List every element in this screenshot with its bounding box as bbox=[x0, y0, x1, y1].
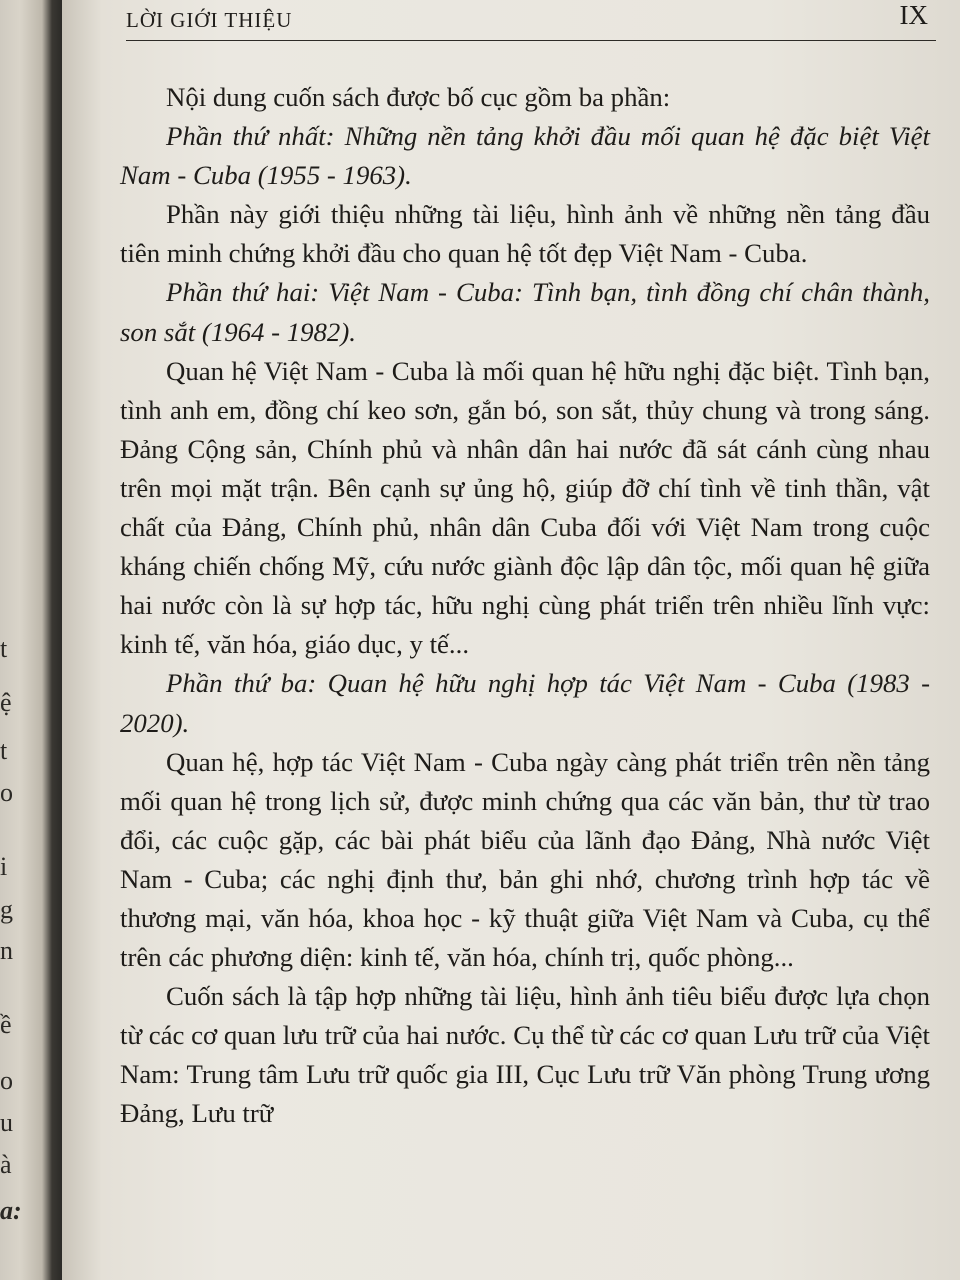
section-heading-part-2: Phần thứ hai: Việt Nam - Cuba: Tình bạn, tình đồng chí chân thành, son sắt (1964 - 1982). bbox=[120, 277, 930, 347]
facing-page-fragment: à bbox=[0, 1150, 12, 1179]
facing-page-fragment: u bbox=[0, 1108, 13, 1137]
facing-page-fragment: ệ bbox=[0, 688, 12, 717]
paragraph-part-1: Phần này giới thiệu những tài liệu, hình ảnh về những nền tảng đầu tiên minh chứng khởi đầu cho quan hệ tốt đẹp Việt Nam - Cuba. bbox=[120, 199, 930, 269]
paragraph-part-3: Quan hệ, hợp tác Việt Nam - Cuba ngày càng phát triển trên nền tảng mối quan hệ trong lịch sử, được minh chứng qua các văn bản, thư từ trao đổi, các cuộc gặp, các bài phát biểu của lãnh đạo Đảng, Nhà nước Việt Nam - Cuba; các nghị định thư, bản ghi nhớ, chương trình hợp tác về thương mại, văn hóa, khoa học - kỹ thuật giữa Việt Nam và Cuba, cụ thể trên các phương diện: kinh tế, văn hóa, chính trị, quốc phòng... bbox=[120, 746, 930, 973]
running-header-title: LỜI GIỚI THIỆU bbox=[126, 8, 293, 32]
section-heading-part-3: Phần thứ ba: Quan hệ hữu nghị hợp tác Việt Nam - Cuba (1983 - 2020). bbox=[120, 668, 930, 738]
facing-page-fragment: o bbox=[0, 778, 13, 807]
paragraph-part-2: Quan hệ Việt Nam - Cuba là mối quan hệ hữu nghị đặc biệt. Tình bạn, tình anh em, đồng chí keo sơn, gắn bó, son sắt, thủy chung và trong sáng. Đảng Cộng sản, Chính phủ và nhân dân hai nước đã sát cánh cùng nhau trên mọi mặt trận. Bên cạnh sự ủng hộ, giúp đỡ chí tình về tinh thần, vật chất của Đảng, Chính phủ, nhân dân Cuba đối với Việt Nam trong cuộc kháng chiến chống Mỹ, cứu nước giành độc lập dân tộc, mối quan hệ giữa hai nước còn là sự hợp tác, hữu nghị cùng phát triển trên nhiều lĩnh vực: kinh tế, văn hóa, giáo dục, y tế... bbox=[120, 355, 930, 660]
running-header bbox=[126, 0, 936, 41]
facing-page-fragment: a: bbox=[0, 1196, 22, 1225]
page-number: IX bbox=[899, 0, 928, 30]
facing-page-fragment: g bbox=[0, 895, 13, 924]
facing-page-fragment: t bbox=[0, 736, 8, 765]
paragraph-intro: Nội dung cuốn sách được bố cục gồm ba phần: bbox=[166, 82, 671, 112]
facing-page-edge bbox=[0, 0, 62, 1280]
section-heading-part-1: Phần thứ nhất: Những nền tảng khởi đầu mối quan hệ đặc biệt Việt Nam - Cuba (1955 - 1963). bbox=[120, 121, 930, 191]
facing-page-fragment: ề bbox=[0, 1010, 12, 1039]
facing-page-fragment: i bbox=[0, 852, 8, 881]
facing-page-fragment: n bbox=[0, 936, 13, 965]
book-page bbox=[62, 0, 960, 1280]
facing-page-fragment: t bbox=[0, 634, 8, 663]
paragraph-sources: Cuốn sách là tập hợp những tài liệu, hình ảnh tiêu biểu được lựa chọn từ các cơ quan lưu trữ của hai nước. Cụ thể từ các cơ quan Lưu trữ của Việt Nam: Trung tâm Lưu trữ quốc gia III, Cục Lưu trữ Văn phòng Trung ương Đảng, Lưu trữ bbox=[120, 981, 930, 1129]
facing-page-fragment: o bbox=[0, 1066, 13, 1095]
body-text bbox=[120, 78, 930, 1134]
